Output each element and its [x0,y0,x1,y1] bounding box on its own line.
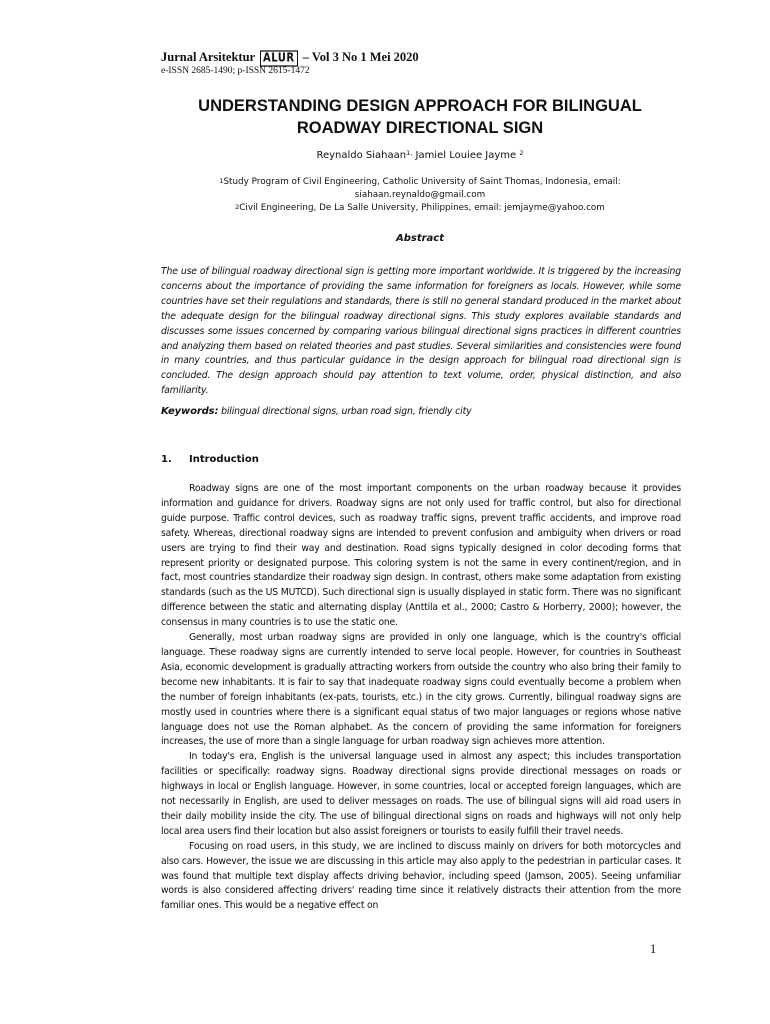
affiliation-2 [150,202,690,215]
keywords [161,406,681,417]
affiliation-superscript: 2 [235,203,240,211]
author-name: Jamiel Louiee Jayme [412,150,520,161]
affiliation-text: Study Program of Civil Engineering, Catholic University of Saint Thomas, Indonesia, email: [223,177,621,187]
author-list [140,150,700,161]
title-line-1: UNDERSTANDING DESIGN APPROACH FOR BILINGUAL [198,97,642,115]
affiliation-superscript: 1 [219,177,224,185]
affiliation-1-email: siahaan.reynaldo@gmail.com [354,190,486,200]
author-superscript: 1, [406,149,413,157]
alur-logo: ALUR [260,50,298,66]
affiliation-text: Civil Engineering, De La Salle University, Philippines, email: jemjayme@yahoo.com [239,203,605,213]
paragraph: Focusing on road users, in this study, we are inclined to discuss mainly on drivers for both motorcycles and also cars. However, the issue we are discussing in this article may also apply to the pedestrian in particular cases. It was found that multiple text display affects driving behavior, including speed (Jamson, 2005). Seeing unfamiliar words is also considered affecting drivers' reading time since it relatively distracts their attention from the more familiar ones. This would be a negative effect on [161,840,681,912]
issn-line: e-ISSN 2685-1490; p-ISSN 2615-1472 [161,66,310,76]
journal-header [161,50,419,76]
abstract-text: The use of bilingual roadway directional sign is getting more important worldwide. It is triggered by the increasing concerns about the importance of providing the same information for foreigners as locals. However, while some countries have set their regulations and standards, there is still no general standard produced in the market about the adequate design for the bilingual roadway directional signs. This study explores available standards and discusses some issues concerned by comparing various bilingual directional signs practices in different countries and analyzing them based on related theories and past studies. Several similarities and consistencies were found in many countries, and thus particular guidance in the design approach for bilingual road directional sign is concluded. The design approach should pay attention to text volume, order, physical distinction, and also familiarity. [161,266,681,397]
section-heading [161,454,259,465]
journal-name: Jurnal Arsitektur [161,50,255,64]
keywords-label: Keywords: [161,406,219,417]
affiliation-1 [150,176,690,189]
author-superscript: 2 [519,149,524,157]
keywords-text: bilingual directional signs, urban road sign, friendly city [218,406,472,417]
paragraph: In today's era, English is the universal language used in almost any aspect; this includes transportation facilities or specifically: roadway signs. Roadway directional signs provide directional messages on roads or highways in local or English language. However, in some countries, local or accepted foreign languages, which are not necessarily in English, are used to deliver messages on roads. The use of bilingual signs will aid road users in their daily mobility inside the city. The use of bilingual directional signs on roads and highways will not only help local area users find their location but also assist foreigners or tourists to easily fulfill their travel needs. [161,751,681,837]
paper-title [140,95,700,139]
section-title: Introduction [189,454,259,465]
section-body [161,482,681,914]
title-line-2: ROADWAY DIRECTIONAL SIGN [296,119,544,137]
author-name: Reynaldo Siahaan [316,150,407,161]
abstract-heading: Abstract [395,233,445,244]
paragraph: Generally, most urban roadway signs are provided in only one language, which is the country's official language. These roadway signs are currently intended to serve local people. However, for countries in Southeast Asia, economic development is gradually attracting workers from outside the country who also bring their family to become new inhabitants. It is fair to say that inadequate roadway signs could eventually become a problem when the number of foreign inhabitants (ex-pats, tourists, etc.) in the city grows. Currently, bilingual roadway signs are mostly used in countries where there is a significant equal status of two major languages or regions whose native language does not use the Roman alphabet. As the concern of providing the same information for foreigners increases, the use of more than a single language for urban roadway sign achieves more attention. [161,632,681,748]
affiliations [150,176,690,215]
paragraph: Roadway signs are one of the most important components on the urban roadway because it provides information and guidance for drivers. Roadway signs are not only used for traffic control, but also for directional guide purpose. Traffic control devices, such as roadway traffic signs, prevent traffic accidents, and improve road safety. Whereas, directional roadway signs are intended to prevent confusion and ambiguity when drivers or road users are trying to find their way and destination. Road signs typically designed in color decoding forms that represent priority or designated purpose. This coloring system is not the same in every continent/region, and in fact, most countries standardize their roadway sign design. In contrast, others make some adaptation from existing standards (such as the US MUTCD). Such directional sign is usually displayed in static form. There was no significant difference between the static and alternating display (Anttila et al., 2000; Castro & Horberry, 2000); however, the consensus in many countries is to use the static one. [161,483,681,629]
page-number: 1 [650,942,657,956]
journal-volume: – Vol 3 No 1 Mei 2020 [302,50,419,64]
journal-line [161,50,419,65]
section-number: 1. [161,454,172,465]
